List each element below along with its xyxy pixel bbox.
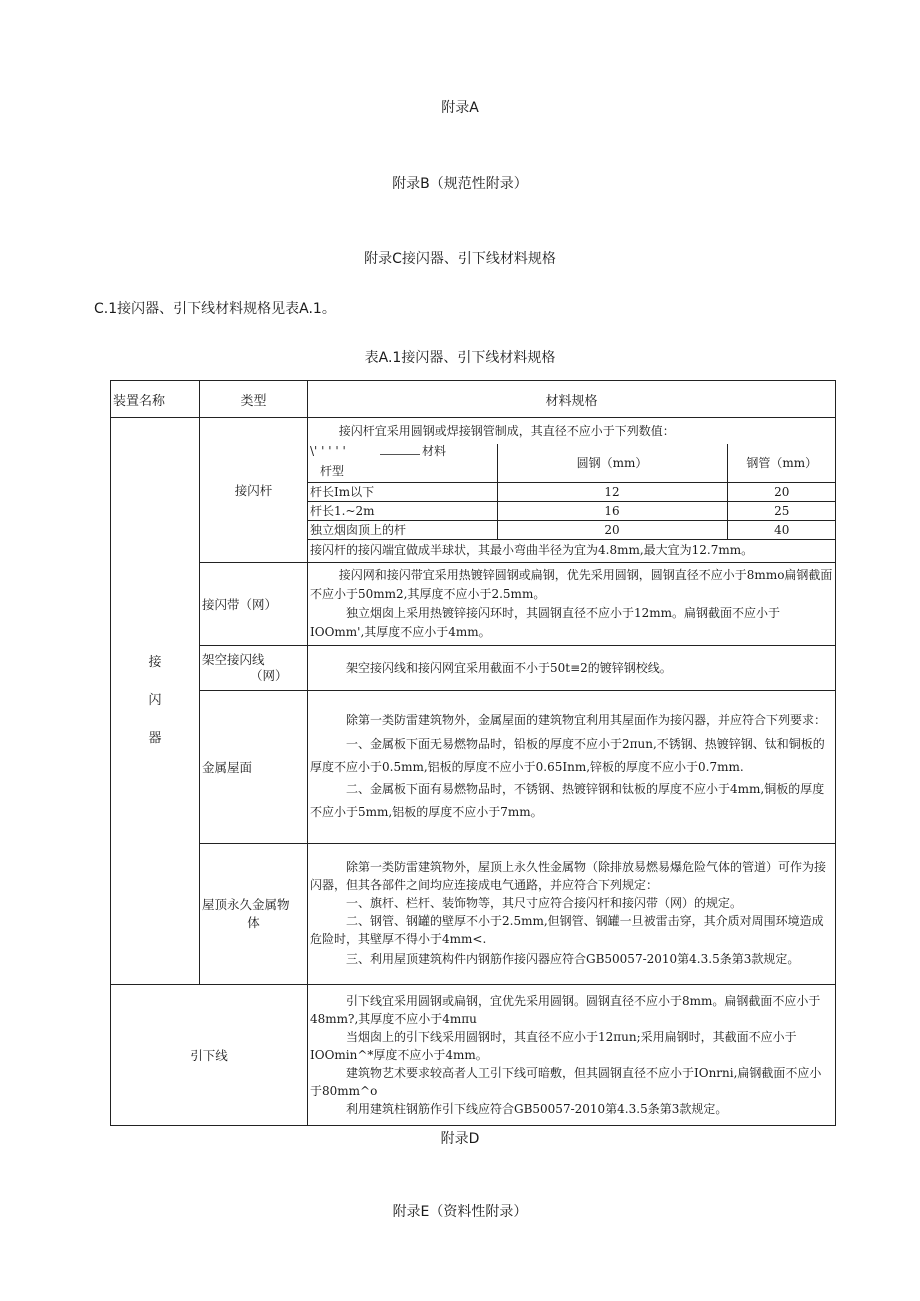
appendix-a-heading: 附录A xyxy=(441,100,479,116)
rod-sub-material: 材料 xyxy=(422,444,447,458)
metal-roof-row xyxy=(111,691,836,844)
table-title: 表A.1接闪器、引下线材料规格 xyxy=(364,350,556,366)
appendix-d-heading: 附录D xyxy=(440,1131,480,1147)
metal-roof-spec xyxy=(308,691,836,844)
rod-row-round: 16 xyxy=(497,502,727,521)
down-conductor-spec xyxy=(308,985,836,1126)
overhead-row xyxy=(111,646,836,691)
rod-note: 接闪杆的接闪端宜做成半球状，其最小弯曲半径为宜为4.8mm,最大宜为12.7mm。 xyxy=(310,543,754,557)
diag-marks: \' ' ' ' ' xyxy=(310,444,346,458)
group-char-2: 闪 xyxy=(148,693,162,708)
down-conductor-row xyxy=(111,985,836,1126)
overhead-type-line2: （网） xyxy=(250,668,288,683)
down-conductor-name: 引下线 xyxy=(111,985,308,1126)
rod-sub-steel-pipe: 钢管（mm） xyxy=(727,444,836,483)
overhead-spec: 架空接闪线和接闪网宜采用截面不小于50t≡2的镀锌钢校线。 xyxy=(308,646,836,691)
rod-sub-round-steel: 圆钢（mm） xyxy=(497,444,727,483)
rod-diameter-row xyxy=(308,521,836,540)
rod-row-name: 杆长1.~2m xyxy=(308,502,497,521)
rod-row-round: 20 xyxy=(497,521,727,540)
group-char-3: 器 xyxy=(148,731,162,746)
rod-intro: 接闪杆宜采用圆钢或焊接钢管制成，其直径不应小于下列数值： xyxy=(338,424,675,438)
down-line: 当烟囱上的引下线采用圆钢时，其直径不应小于12πun;采用扁钢时，其截面不应小于IOOmin^*厚度不应小于4mm。 xyxy=(310,1030,797,1062)
roof-metal-row xyxy=(111,844,836,985)
rod-sub-rodtype: 杆型 xyxy=(320,464,345,478)
roof-metal-line: 除第一类防雷建筑物外，屋顶上永久性金属物（除排放易燃易爆危险气体的管道）可作为接闪器，但其各部件之间均应连接成电气通路，并应符合下列规定： xyxy=(310,860,827,892)
rod-row-name: 杆长Im以下 xyxy=(308,483,497,502)
rod-row-pipe: 20 xyxy=(727,483,836,502)
intro-paragraph: C.1接闪器、引下线材料规格见表A.1。 xyxy=(94,301,336,317)
rod-row-pipe: 25 xyxy=(727,502,836,521)
down-line: 利用建筑柱钢筋作引下线应符合GB50057-2010第4.3.5条第3款规定。 xyxy=(346,1102,728,1116)
roof-metal-type-line1: 屋顶永久金属物 xyxy=(202,897,290,912)
rod-row-pipe: 40 xyxy=(727,521,836,540)
materials-table xyxy=(110,380,836,1126)
rod-diameter-table xyxy=(308,444,836,540)
metal-roof-line: 一、金属板下面无易燃物品时，铅板的厚度不应小于2πun,不锈钢、热镀锌钢、钛和铜板的厚度不应小于0.5mm,铝板的厚度不应小于0.65Inm,锌板的厚度不应小于0.7mm. xyxy=(310,737,825,774)
rod-sub-header xyxy=(308,444,836,483)
metal-roof-line: 除第一类防雷建筑物外，金属屋面的建筑物宜利用其屋面作为接闪器，并应符合下列要求： xyxy=(346,713,827,727)
overhead-type xyxy=(200,646,308,691)
strip-line: 接闪网和接闪带宜采用热镀锌圆钢或扁钢，优先采用圆钢，圆钢直径不应小于8mmo扁钢截面不应小于50mm2,其厚度不应小于2.5mm。 xyxy=(310,568,833,601)
header-spec: 材料规格 xyxy=(308,381,836,418)
header-device: 装置名称 xyxy=(111,381,200,418)
roof-metal-line: 三、利用屋顶建筑构件内钢筋作接闪器应符合GB50057-2010第4.3.5条第3款规定。 xyxy=(346,952,800,966)
header-type: 类型 xyxy=(200,381,308,418)
metal-roof-line: 二、金属板下面有易燃物品时，不锈钢、热镀锌钢和钛板的厚度不应小于4mm,铜板的厚度不应小于5mm,铝板的厚度不应小于7mm。 xyxy=(310,782,825,819)
rod-sub-header-diag xyxy=(308,444,497,483)
metal-roof-type: 金属屋面 xyxy=(200,691,308,844)
roof-metal-line: 二、钢管、钢罐的壁厚不小于2.5mm,但钢管、钢罐一旦被雷击穿，其介质对周围环境造成危险时，其壁厚不得小于4mm<. xyxy=(310,914,824,946)
rod-type: 接闪杆 xyxy=(200,418,308,563)
roof-metal-type-line2: 体 xyxy=(247,915,260,930)
rod-diameter-row xyxy=(308,483,836,502)
roof-metal-spec xyxy=(308,844,836,985)
strip-line: 独立烟囱上采用热镀锌接闪环时，其圆钢直径不应小于12mm。扁钢截面不应小于IOOmm',其厚度不应小于4mm。 xyxy=(310,606,781,639)
rod-row xyxy=(111,418,836,563)
appendix-e-heading: 附录E（资料性附录） xyxy=(392,1204,528,1220)
strip-row xyxy=(111,563,836,646)
roof-metal-type xyxy=(200,844,308,985)
air-terminal-group-label xyxy=(111,418,200,985)
rod-diameter-row xyxy=(308,502,836,521)
strip-spec xyxy=(308,563,836,646)
rod-row-name: 独立烟囱顶上的杆 xyxy=(308,521,497,540)
strip-type: 接闪带（网） xyxy=(200,563,308,646)
group-char-1: 接 xyxy=(148,655,162,670)
rod-spec xyxy=(308,418,836,563)
rod-row-round: 12 xyxy=(497,483,727,502)
table-header-row xyxy=(111,381,836,418)
down-line: 建筑物艺术要求较高者人工引下线可暗敷，但其圆钢直径不应小于IOnrni,扁钢截面不应小于80mm^o xyxy=(310,1066,822,1098)
diag-underline xyxy=(380,445,420,455)
appendix-c-heading: 附录C接闪器、引下线材料规格 xyxy=(364,251,556,267)
overhead-type-line1: 架空接闪线 xyxy=(202,652,265,667)
down-line: 引下线宜采用圆钢或扁钢，宜优先采用圆钢。圆钢直径不应小于8mm。扁钢截面不应小于48mm?,其厚度不应小于4mπu xyxy=(310,994,821,1026)
appendix-b-heading: 附录B（规范性附录） xyxy=(392,176,528,192)
roof-metal-line: 一、旗杆、栏杆、装饰物等，其尺寸应符合接闪杆和接闪带（网）的规定。 xyxy=(346,896,743,910)
